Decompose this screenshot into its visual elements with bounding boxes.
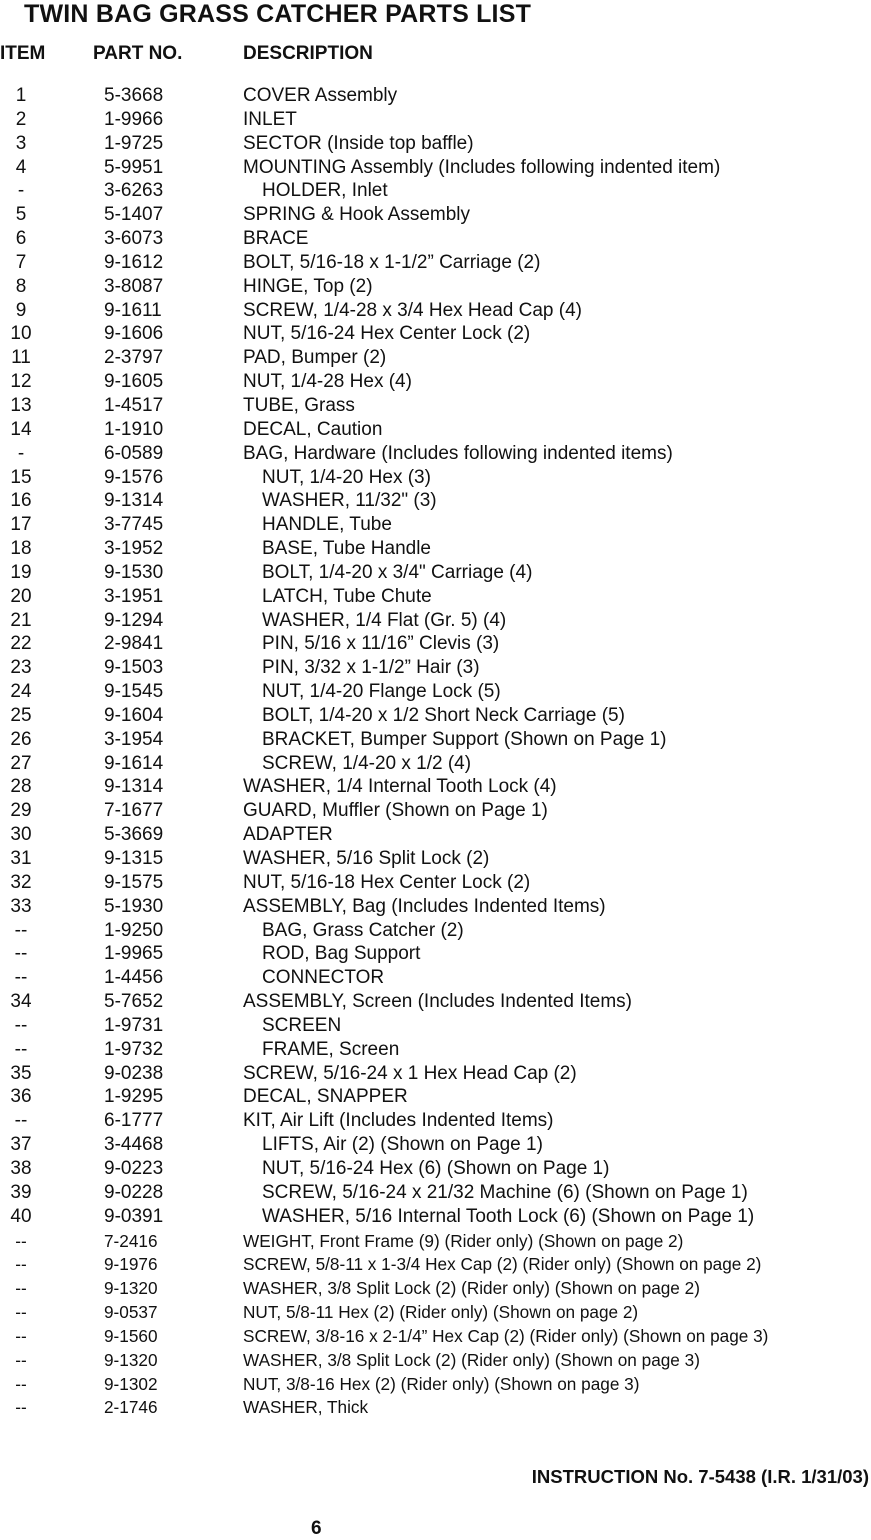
part-number: 3-6073 xyxy=(104,228,164,250)
part-number: 9-1320 xyxy=(104,1278,158,1299)
parts-row xyxy=(0,799,871,823)
part-description: WASHER, Thick xyxy=(243,1397,369,1418)
parts-row xyxy=(0,108,871,132)
parts-row xyxy=(0,1300,871,1324)
item-number: 39 xyxy=(10,1181,32,1203)
column-header-item: ITEM xyxy=(0,43,46,64)
part-number: 7-1677 xyxy=(104,800,164,822)
page-title: TWIN BAG GRASS CATCHER PARTS LIST xyxy=(24,0,532,28)
parts-row xyxy=(0,823,871,847)
part-number: 2-9841 xyxy=(104,633,164,655)
part-number: 1-9295 xyxy=(104,1086,164,1108)
parts-row xyxy=(0,179,871,203)
item-number: 10 xyxy=(10,323,32,345)
part-number: 6-1777 xyxy=(104,1110,164,1132)
item-number: -- xyxy=(14,1038,28,1060)
item-number: 35 xyxy=(10,1062,32,1084)
part-description: MOUNTING Assembly (Includes following indented item) xyxy=(243,156,721,178)
part-number: 1-9732 xyxy=(104,1038,164,1060)
part-number: 1-1910 xyxy=(104,418,164,440)
parts-row xyxy=(0,1038,871,1062)
part-number: 3-1951 xyxy=(104,585,164,607)
item-number: 23 xyxy=(10,657,32,679)
part-description: INLET xyxy=(243,108,297,130)
item-number: 28 xyxy=(10,776,32,798)
item-number: -- xyxy=(14,1110,28,1132)
part-number: 9-1614 xyxy=(104,752,164,774)
part-description: BOLT, 5/16-18 x 1-1/2” Carriage (2) xyxy=(243,251,541,273)
parts-row xyxy=(0,1014,871,1038)
parts-row xyxy=(0,704,871,728)
parts-row xyxy=(0,1133,871,1157)
parts-row xyxy=(0,632,871,656)
part-number: 9-1294 xyxy=(104,609,164,631)
part-number: 3-4468 xyxy=(104,1134,164,1156)
part-description: SCREW, 5/8-11 x 1-3/4 Hex Cap (2) (Rider only) (Shown on page 2) xyxy=(243,1254,762,1275)
item-number: 3 xyxy=(15,132,27,154)
column-header-part-no: PART NO. xyxy=(93,43,183,64)
part-description: BOLT, 1/4-20 x 3/4" Carriage (4) xyxy=(262,561,533,583)
item-number: -- xyxy=(15,1230,27,1251)
part-description: ADAPTER xyxy=(243,824,333,846)
part-description: HINGE, Top (2) xyxy=(243,275,373,297)
part-description: PIN, 3/32 x 1-1/2” Hair (3) xyxy=(262,657,480,679)
part-number: 2-1746 xyxy=(104,1397,158,1418)
part-number: 5-3668 xyxy=(104,85,164,106)
part-description: NUT, 5/16-24 Hex Center Lock (2) xyxy=(243,323,531,345)
part-number: 1-9965 xyxy=(104,943,164,965)
part-description: HOLDER, Inlet xyxy=(262,180,388,202)
item-number: 1 xyxy=(15,85,27,106)
item-number: 27 xyxy=(10,752,32,774)
part-number: 9-1612 xyxy=(104,251,164,273)
part-description: NUT, 1/4-20 Flange Lock (5) xyxy=(262,681,501,703)
part-description: ASSEMBLY, Bag (Includes Indented Items) xyxy=(243,895,606,917)
part-number: 3-1952 xyxy=(104,538,164,560)
parts-row xyxy=(0,585,871,609)
item-number: -- xyxy=(15,1373,27,1394)
item-number: 24 xyxy=(10,681,32,703)
parts-row xyxy=(0,1395,871,1419)
parts-row xyxy=(0,156,871,180)
parts-row xyxy=(0,966,871,990)
parts-row xyxy=(0,513,871,537)
part-description: SCREW, 5/16-24 x 1 Hex Head Cap (2) xyxy=(243,1062,577,1084)
item-number: 20 xyxy=(10,585,32,607)
column-header-description: DESCRIPTION xyxy=(243,43,373,64)
parts-list xyxy=(0,84,871,1419)
parts-row xyxy=(0,346,871,370)
part-description: BAG, Grass Catcher (2) xyxy=(262,919,464,941)
part-description: BOLT, 1/4-20 x 1/2 Short Neck Carriage (5) xyxy=(262,704,625,726)
part-description: TUBE, Grass xyxy=(243,394,355,416)
parts-row xyxy=(0,942,871,966)
parts-row xyxy=(0,1252,871,1276)
parts-row xyxy=(0,203,871,227)
part-description: PAD, Bumper (2) xyxy=(243,347,387,369)
item-number: -- xyxy=(14,967,28,989)
part-number: 9-0537 xyxy=(104,1302,158,1323)
part-number: 9-1976 xyxy=(104,1254,158,1275)
part-description: FRAME, Screen xyxy=(262,1038,400,1060)
parts-row xyxy=(0,728,871,752)
part-description: NUT, 5/16-24 Hex (6) (Shown on Page 1) xyxy=(262,1157,610,1179)
part-number: 9-1315 xyxy=(104,848,164,869)
part-description: BRACE xyxy=(243,228,309,250)
part-number: 9-0391 xyxy=(104,1205,164,1227)
parts-row xyxy=(0,442,871,466)
parts-row xyxy=(0,537,871,561)
part-description: BAG, Hardware (Includes following indented items) xyxy=(243,442,673,464)
parts-row xyxy=(0,1324,871,1348)
parts-row xyxy=(0,775,871,799)
parts-row xyxy=(0,1085,871,1109)
page-number: 6 xyxy=(311,1518,322,1539)
part-number: 5-1407 xyxy=(104,204,164,226)
part-number: 9-1545 xyxy=(104,681,164,703)
item-number: 36 xyxy=(10,1086,32,1108)
part-description: WASHER, 3/8 Split Lock (2) (Rider only) (Shown on page 2) xyxy=(243,1278,700,1299)
item-number: 16 xyxy=(10,490,32,512)
part-description: ROD, Bag Support xyxy=(262,943,421,965)
parts-row xyxy=(0,251,871,275)
part-number: 3-8087 xyxy=(104,275,164,297)
part-description: LIFTS, Air (2) (Shown on Page 1) xyxy=(262,1134,543,1156)
part-number: 9-1302 xyxy=(104,1373,158,1394)
part-number: 9-1560 xyxy=(104,1325,158,1346)
parts-row xyxy=(0,418,871,442)
part-number: 9-1314 xyxy=(104,490,164,512)
part-description: KIT, Air Lift (Includes Indented Items) xyxy=(243,1110,554,1132)
part-number: 7-2416 xyxy=(104,1230,158,1251)
part-description: NUT, 5/8-11 Hex (2) (Rider only) (Shown on page 2) xyxy=(243,1302,639,1323)
part-number: 9-0228 xyxy=(104,1181,164,1203)
part-description: DECAL, SNAPPER xyxy=(243,1086,408,1108)
parts-row xyxy=(0,1229,871,1253)
item-number: -- xyxy=(15,1254,27,1275)
item-number: 34 xyxy=(10,991,32,1013)
part-number: 9-1611 xyxy=(104,299,162,321)
item-number: 18 xyxy=(10,538,32,560)
part-description: WASHER, 5/16 Internal Tooth Lock (6) (Shown on Page 1) xyxy=(262,1205,755,1227)
part-number: 1-9250 xyxy=(104,919,164,941)
part-description: SCREW, 3/8-16 x 2-1/4” Hex Cap (2) (Rider only) (Shown on page 3) xyxy=(243,1325,769,1346)
parts-row xyxy=(0,1157,871,1181)
item-number: -- xyxy=(14,919,28,941)
parts-row xyxy=(0,84,871,108)
part-description: WEIGHT, Front Frame (9) (Rider only) (Shown on page 2) xyxy=(243,1230,684,1251)
part-description: NUT, 3/8-16 Hex (2) (Rider only) (Shown on page 3) xyxy=(243,1373,640,1394)
part-number: 9-1314 xyxy=(104,776,164,798)
part-description: BRACKET, Bumper Support (Shown on Page 1) xyxy=(262,728,667,750)
parts-row xyxy=(0,919,871,943)
part-description: DECAL, Caution xyxy=(243,418,383,440)
parts-row xyxy=(0,322,871,346)
part-number: 5-9951 xyxy=(104,156,164,178)
part-number: 9-0223 xyxy=(104,1157,164,1179)
parts-row xyxy=(0,990,871,1014)
item-number: 17 xyxy=(10,514,32,536)
part-description: NUT, 1/4-20 Hex (3) xyxy=(262,466,431,488)
part-description: WASHER, 3/8 Split Lock (2) (Rider only) (Shown on page 3) xyxy=(243,1349,700,1370)
item-number: -- xyxy=(15,1325,27,1346)
parts-row xyxy=(0,1181,871,1205)
parts-row xyxy=(0,394,871,418)
item-number: 2 xyxy=(15,108,27,130)
item-number: 12 xyxy=(10,371,32,393)
parts-row xyxy=(0,871,871,895)
parts-row xyxy=(0,132,871,156)
part-number: 9-1605 xyxy=(104,371,164,393)
part-description: SCREEN xyxy=(262,1014,342,1036)
item-number: -- xyxy=(15,1349,27,1370)
item-number: 7 xyxy=(15,251,27,273)
item-number: 32 xyxy=(10,871,32,893)
parts-row xyxy=(0,489,871,513)
parts-row xyxy=(0,275,871,299)
parts-row xyxy=(0,1062,871,1086)
part-description: SECTOR (Inside top baffle) xyxy=(243,132,474,154)
parts-row xyxy=(0,466,871,490)
part-number: 3-1954 xyxy=(104,728,164,750)
part-number: 9-1530 xyxy=(104,561,164,583)
part-number: 1-9731 xyxy=(104,1014,164,1036)
parts-row xyxy=(0,609,871,633)
item-number: -- xyxy=(14,1014,28,1036)
parts-row xyxy=(0,656,871,680)
parts-row xyxy=(0,847,871,871)
part-description: SCREW, 1/4-20 x 1/2 (4) xyxy=(262,752,472,774)
part-number: 9-1503 xyxy=(104,657,164,679)
item-number: - xyxy=(17,180,25,202)
item-number: 5 xyxy=(15,204,27,226)
part-description: SPRING & Hook Assembly xyxy=(243,204,471,226)
part-description: GUARD, Muffler (Shown on Page 1) xyxy=(243,800,548,822)
part-description: PIN, 5/16 x 11/16” Clevis (3) xyxy=(262,633,500,655)
parts-row xyxy=(0,370,871,394)
item-number: 21 xyxy=(10,609,32,631)
item-number: 38 xyxy=(10,1157,32,1179)
parts-row xyxy=(0,299,871,323)
part-description: HANDLE, Tube xyxy=(262,514,392,536)
parts-row xyxy=(0,1372,871,1396)
part-description: WASHER, 11/32" (3) xyxy=(262,490,437,512)
parts-row xyxy=(0,1348,871,1372)
item-number: -- xyxy=(14,943,28,965)
parts-row xyxy=(0,680,871,704)
part-description: WASHER, 1/4 Flat (Gr. 5) (4) xyxy=(262,609,507,631)
part-description: LATCH, Tube Chute xyxy=(262,585,432,607)
part-description: WASHER, 5/16 Split Lock (2) xyxy=(243,848,490,869)
parts-row xyxy=(0,1109,871,1133)
parts-row xyxy=(0,1205,871,1229)
item-number: 11 xyxy=(11,347,31,369)
item-number: 8 xyxy=(15,275,27,297)
item-number: 30 xyxy=(10,824,32,846)
part-number: 9-1606 xyxy=(104,323,164,345)
part-number: 1-9725 xyxy=(104,132,164,154)
part-description: NUT, 1/4-28 Hex (4) xyxy=(243,371,412,393)
part-number: 3-6263 xyxy=(104,180,164,202)
item-number: 29 xyxy=(10,800,32,822)
parts-row xyxy=(0,227,871,251)
item-number: 40 xyxy=(10,1205,32,1227)
part-description: BASE, Tube Handle xyxy=(262,538,431,560)
item-number: - xyxy=(17,442,25,464)
part-number: 1-9966 xyxy=(104,108,164,130)
part-number: 5-1930 xyxy=(104,895,164,917)
item-number: 13 xyxy=(10,394,32,416)
item-number: 25 xyxy=(10,704,32,726)
parts-row xyxy=(0,752,871,776)
part-number: 9-1320 xyxy=(104,1349,158,1370)
part-number: 9-1576 xyxy=(104,466,164,488)
part-description: COVER Assembly xyxy=(243,85,398,106)
item-number: 15 xyxy=(10,466,32,488)
item-number: -- xyxy=(15,1397,27,1418)
item-number: 33 xyxy=(10,895,32,917)
item-number: 4 xyxy=(15,156,27,178)
part-number: 1-4517 xyxy=(104,394,164,416)
parts-row xyxy=(0,561,871,585)
part-number: 2-3797 xyxy=(104,347,164,369)
part-description: CONNECTOR xyxy=(262,967,385,989)
item-number: 6 xyxy=(15,228,27,250)
part-number: 6-0589 xyxy=(104,442,164,464)
part-description: SCREW, 5/16-24 x 21/32 Machine (6) (Shown on Page 1) xyxy=(262,1181,748,1203)
item-number: 22 xyxy=(10,633,32,655)
parts-row xyxy=(0,895,871,919)
item-number: 14 xyxy=(10,418,32,440)
part-description: SCREW, 1/4-28 x 3/4 Hex Head Cap (4) xyxy=(243,299,582,321)
item-number: -- xyxy=(15,1278,27,1299)
instruction-number: INSTRUCTION No. 7-5438 (I.R. 1/31/03) xyxy=(531,1466,869,1487)
part-description: ASSEMBLY, Screen (Includes Indented Items) xyxy=(243,991,632,1013)
part-number: 5-3669 xyxy=(104,824,164,846)
item-number: 31 xyxy=(10,848,32,869)
part-description: NUT, 5/16-18 Hex Center Lock (2) xyxy=(243,871,531,893)
part-number: 3-7745 xyxy=(104,514,164,536)
item-number: 37 xyxy=(10,1134,32,1156)
part-number: 9-1604 xyxy=(104,704,164,726)
item-number: 9 xyxy=(15,299,27,321)
parts-row xyxy=(0,1276,871,1300)
part-number: 1-4456 xyxy=(104,967,164,989)
part-number: 9-1575 xyxy=(104,871,164,893)
item-number: -- xyxy=(15,1302,27,1323)
part-number: 5-7652 xyxy=(104,991,164,1013)
part-description: WASHER, 1/4 Internal Tooth Lock (4) xyxy=(243,776,557,798)
item-number: 26 xyxy=(10,728,32,750)
part-number: 9-0238 xyxy=(104,1062,164,1084)
item-number: 19 xyxy=(10,561,32,583)
